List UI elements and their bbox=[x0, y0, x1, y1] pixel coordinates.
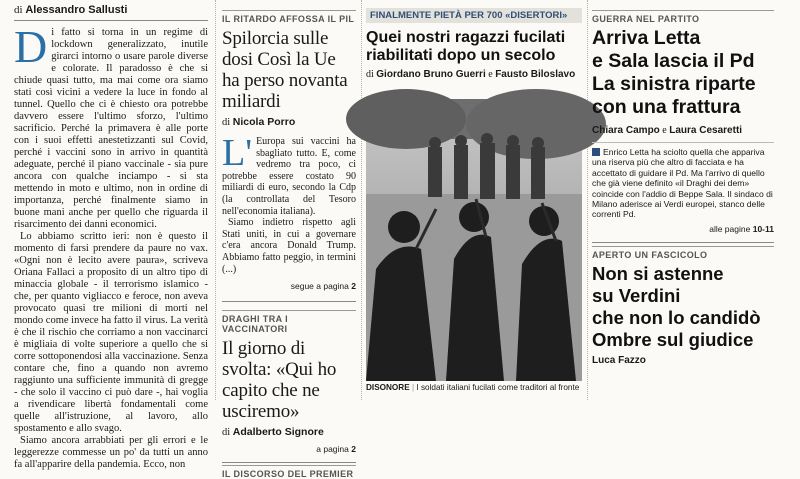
firing-squad-photo-illustration bbox=[366, 99, 582, 381]
headline[interactable]: Quei nostri ragazzi fucilati riabilitati dopo un secolo bbox=[366, 29, 566, 64]
photo-story-column bbox=[366, 0, 582, 400]
headline[interactable]: Arriva Letta e Sala lascia il Pd La sinistra riparte con una frattura bbox=[592, 27, 756, 118]
author-name[interactable]: Adalberto Signore bbox=[232, 426, 324, 439]
divider bbox=[592, 142, 774, 143]
drop-cap: L' bbox=[222, 132, 253, 174]
continue-link[interactable]: a pagina 2 bbox=[316, 444, 356, 455]
section-kicker: FINALMENTE PIETÀ PER 700 «DISERTORI» bbox=[366, 8, 582, 23]
drop-cap: D bbox=[14, 21, 48, 72]
section-kicker: DRAGHI TRA I VACCINATORI bbox=[222, 310, 356, 334]
byline: di Adalberto Signore bbox=[222, 426, 324, 439]
headline[interactable]: Non si astenne su Verdini che non lo candidò Ombre sul giudice bbox=[592, 262, 761, 350]
author-name[interactable]: Laura Cesaretti bbox=[669, 125, 743, 136]
news-column-left bbox=[222, 0, 356, 479]
column-divider bbox=[361, 0, 362, 400]
column-divider bbox=[587, 0, 588, 400]
section-kicker: APERTO UN FASCICOLO bbox=[592, 246, 774, 260]
byline: di Giordano Bruno Guerri e Fausto Biloslavo bbox=[366, 69, 576, 80]
divider bbox=[222, 301, 356, 302]
article-summary: Enrico Letta ha sciolto quella che appariva una riserva più che altro di facciata e ha accettato di guidare il Pd. Ma l'arrivo di quello che già viene definito «il Draghi dei dem» coincide con l'addio di Beppe Sala. Il sindaco di Milano aderisce ai Verdi europei, stanco delle correnti Pd. bbox=[592, 147, 773, 220]
historical-photo[interactable] bbox=[366, 99, 582, 381]
article-body: L' Europa sui vaccini ha sbagliato tutto. E, come vedremo tra poco, ci potrebbe essere costato 90 miliardi di euro, secondo la Cdp (la controllata del Tesoro nell'economia italiana). Siamo indietro rispetto agli Stati uniti, in cui a governare c'era ancora Donald Trump. Abbiamo fatto peggio, in termini (...) bbox=[222, 132, 356, 275]
author-name[interactable]: Giordano Bruno Guerri bbox=[376, 69, 486, 80]
byline: Chiara Campo e Laura Cesaretti bbox=[592, 125, 743, 136]
author-name[interactable]: Alessandro Sallusti bbox=[25, 4, 128, 16]
continue-link[interactable]: alle pagine 10-11 bbox=[709, 223, 774, 234]
photo-caption: DISONORE | I soldati italiani fucilati come traditori al fronte bbox=[366, 383, 580, 392]
section-kicker: IL RITARDO AFFOSSA IL PIL bbox=[222, 10, 356, 24]
byline: di Nicola Porro bbox=[222, 116, 296, 128]
continue-link[interactable]: segue a pagina 2 bbox=[290, 281, 356, 292]
byline bbox=[592, 355, 774, 366]
editorial-body: D i fatto si torna in un regime di lockdown generalizzato, inutile girarci intorno o usare parole diverse e colorate. Il paradosso è che si chiude quasi tutto, ma mai come ora siamo stati così vicini a vedere la luce in fondo al tunnel. Quello che ci è chiesto ora potrebbe davvero essere l'ultimo sforzo, l'ultimo sacrificio. Perché la primavera è alle porte con i suoi effetti anestetizzanti sul Covid, perché i vaccini sono in arrivo in quantità adeguate, perché il piano vaccinale - sia pure ancora con qualche inciampo - si sta mettendo in moto e ultimo, non in ordine di importanza, perché finalmente siamo in buone mani anche per quello che riguarda il risarcimento dei danni economici. Lo abbiamo scritto ieri: non è questo il momento di farsi prendere da paure no vax. «Ogni non è lecito avere paura», scriveva Oriana Fallaci a proposito di un altro tipo di minaccia globale - il terrorismo islamico - che, per quanto vigliacco e feroce, non aveva provocato quasi tre milioni di morti nel mondo come invece ha fatto il virus. La verità è che il rischio che corriamo a non vaccinarci è migliaia di volte superiore a quello che si corre sottoponendosi alla vaccinazione. Senza contare che, fino a quando non avremo raggiunto una sufficiente immunità di gregge - che solo il vaccino ci può dare -, hai voglia a rivendicare libertà fondamentali come quelle all'istruzione, al lavoro, allo spostamento e allo svago. Siamo ancora arrabbiati per gli errori e le leggerezze commesse un po' da tutti un anno fa all'apparire della pandemia. Ecco, non bbox=[14, 21, 208, 470]
news-column-right bbox=[592, 0, 774, 400]
section-kicker: IL DISCORSO DEL PREMIER bbox=[222, 465, 356, 479]
section-kicker: GUERRA NEL PARTITO bbox=[592, 10, 774, 24]
author-name[interactable]: Fausto Biloslavo bbox=[495, 69, 576, 80]
author-name[interactable]: Nicola Porro bbox=[232, 116, 296, 128]
divider bbox=[222, 462, 356, 463]
editorial-byline: di Alessandro Sallusti bbox=[14, 4, 128, 16]
headline[interactable]: Il giorno di svolta: «Qui ho capito che ne usciremo» bbox=[222, 338, 337, 423]
author-name[interactable]: Chiara Campo bbox=[592, 125, 660, 136]
editorial-column bbox=[14, 0, 208, 470]
square-bullet-icon bbox=[592, 148, 600, 156]
column-divider bbox=[215, 0, 216, 400]
author-name[interactable]: Luca Fazzo bbox=[592, 354, 646, 366]
divider bbox=[592, 242, 774, 243]
headline[interactable]: Spilorcia sulle dosi Così la Ue ha perso novanta miliardi bbox=[222, 28, 348, 112]
